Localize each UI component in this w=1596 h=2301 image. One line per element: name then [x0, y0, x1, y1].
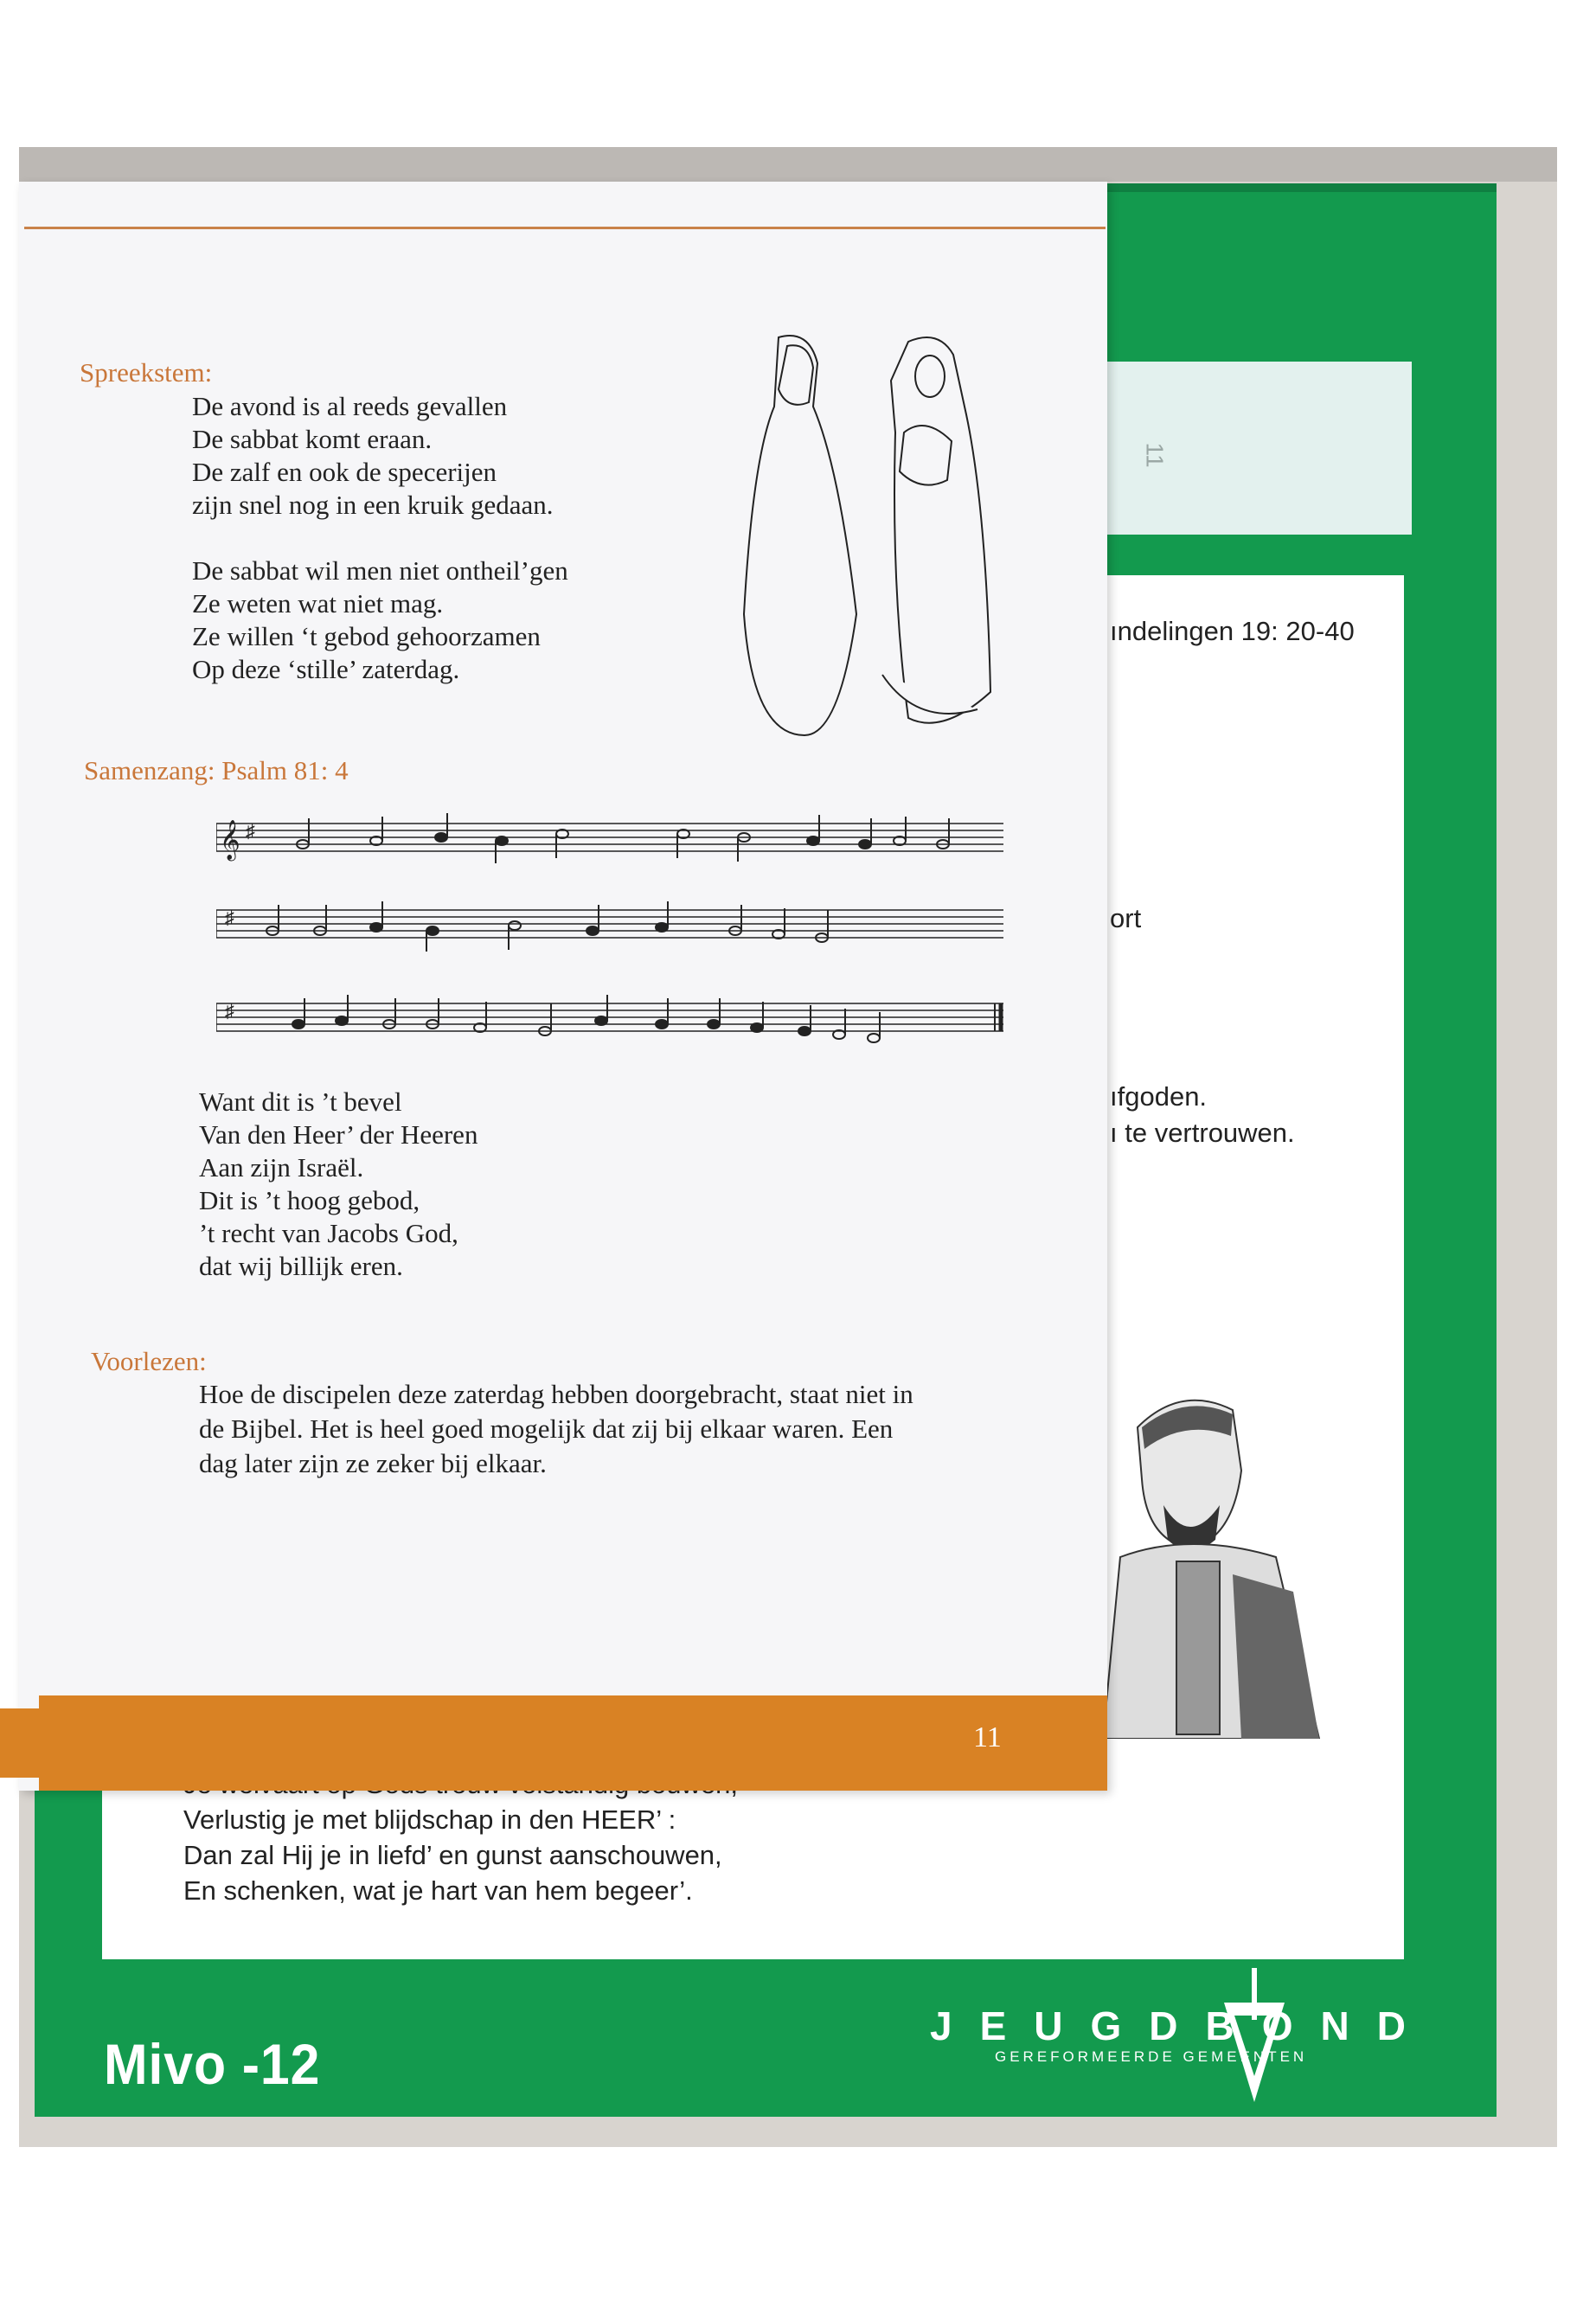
spreekstem-line: De zalf en ook de specerijen	[192, 457, 497, 487]
psalm-line: ’t recht van Jacobs God,	[199, 1218, 458, 1248]
booklet-fragment-vertrouwen: ı te vertrouwen.	[1110, 1118, 1295, 1148]
psalm-text	[199, 1086, 478, 1283]
voorlezen-line: dag later zijn ze zeker bij elkaar.	[199, 1448, 547, 1478]
verse-line: En schenken, wat je hart van hem begeer’.	[183, 1875, 693, 1906]
music-staff-2	[216, 900, 1003, 952]
spreekstem-line: Ze willen ‘t gebod gehoorzamen	[192, 621, 541, 651]
voorlezen-text	[199, 1377, 913, 1481]
jeugdbond-subtitle: GEREFORMEERDE GEMEENTEN	[995, 2048, 1308, 2065]
sheet-top-rule	[24, 227, 1106, 229]
verse-line: Verlustig je met blijdschap in den HEER’ :	[183, 1804, 676, 1835]
samenzang-label: Samenzang: Psalm 81: 4	[84, 755, 349, 785]
orange-band-left	[0, 1708, 42, 1778]
mivo-label: Mivo -12	[104, 2032, 321, 2096]
verse-line: Dan zal Hij je in liefd’ en gunst aanschouwen,	[183, 1840, 722, 1870]
psalm-line: dat wij billijk eren.	[199, 1251, 403, 1281]
spreekstem-label: Spreekstem:	[80, 357, 213, 388]
booklet-fragment-ort: ort	[1110, 903, 1142, 933]
voorlezen-line: Hoe de discipelen deze zaterdag hebben doorgebracht, staat niet in	[199, 1379, 913, 1409]
svg-text:♯: ♯	[225, 907, 234, 928]
spreekstem-line: De avond is al reeds gevallen	[192, 391, 508, 421]
orange-footer-band	[39, 1695, 1107, 1791]
svg-text:♯: ♯	[225, 1000, 234, 1022]
svg-text:♯: ♯	[246, 820, 255, 842]
music-staff-3	[216, 993, 1003, 1045]
spreekstem-line: zijn snel nog in een kruik gedaan.	[192, 490, 554, 520]
psalm-line: Aan zijn Israël.	[199, 1152, 364, 1183]
women-illustration	[727, 329, 1003, 744]
spreekstem-line: De sabbat komt eraan.	[192, 424, 433, 454]
teal-box-number: 11	[1141, 442, 1169, 468]
psalm-line: Want dit is ’t bevel	[199, 1086, 402, 1117]
svg-text:𝄞: 𝄞	[220, 820, 240, 859]
psalm-line: Dit is ’t hoog gebod,	[199, 1185, 420, 1215]
booklet-fragment-afgoden: ıfgoden.	[1110, 1081, 1208, 1112]
binder-top-edge	[19, 147, 1557, 182]
page-number: 11	[973, 1721, 1002, 1753]
spreekstem-text	[192, 390, 568, 686]
man-illustration	[1103, 1375, 1328, 1739]
voorlezen-label: Voorlezen:	[91, 1346, 207, 1376]
booklet-reference: ındelingen 19: 20-40	[1110, 616, 1355, 646]
music-staff-1	[216, 813, 1003, 865]
spreekstem-line: De sabbat wil men niet ontheil’gen	[192, 555, 568, 586]
psalm-line: Van den Heer’ der Heeren	[199, 1119, 478, 1150]
spreekstem-line: Ze weten wat niet mag.	[192, 588, 444, 619]
spreekstem-line: Op deze ‘stille’ zaterdag.	[192, 654, 460, 684]
voorlezen-line: de Bijbel. Het is heel goed mogelijk dat zij bij elkaar waren. Een	[199, 1413, 894, 1444]
jeugdbond-wordmark: JEUGDBOND	[930, 2003, 1433, 2048]
